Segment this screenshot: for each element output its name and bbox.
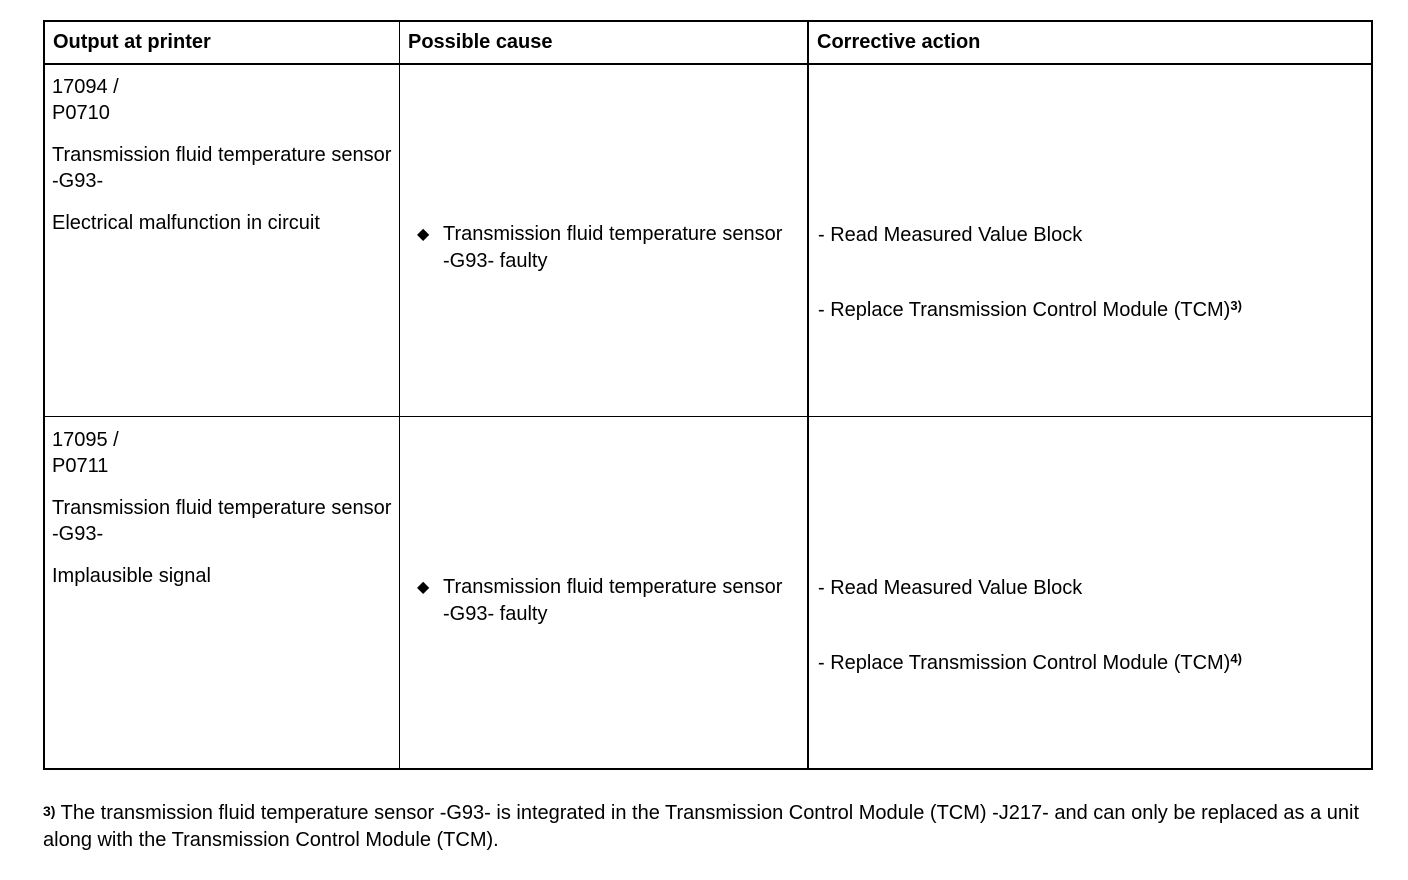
row-1-action-replace bbox=[818, 297, 1242, 323]
header-possible-cause: Possible cause bbox=[408, 31, 553, 53]
row-2-cause-text: Transmission fluid temperature sensor -G93- faulty bbox=[443, 576, 783, 625]
row-2-action-replace bbox=[818, 650, 1242, 676]
row-1-code-line1: 17094 / bbox=[52, 76, 119, 98]
row-2-footnote-ref: 4) bbox=[1230, 651, 1242, 666]
row-1-action-read: - Read Measured Value Block bbox=[818, 224, 1083, 246]
row-1-fault: Electrical malfunction in circuit bbox=[52, 212, 320, 234]
footnote bbox=[43, 800, 1363, 854]
row-2-output bbox=[52, 427, 392, 605]
column-divider-2 bbox=[807, 22, 809, 768]
row-1-action-replace-text: - Replace Transmission Control Module (TCM) bbox=[818, 299, 1231, 321]
row-1-cause-text: Transmission fluid temperature sensor -G93- faulty bbox=[443, 223, 783, 272]
row-1-footnote-ref: 3) bbox=[1230, 298, 1242, 313]
column-divider-1 bbox=[399, 22, 400, 768]
bullet-icon: ◆ bbox=[417, 579, 430, 596]
row-2-code-line2: P0711 bbox=[52, 455, 109, 477]
row-1-code-line2: P0710 bbox=[52, 102, 110, 124]
row-divider bbox=[45, 416, 1371, 417]
row-1-output bbox=[52, 74, 392, 252]
header-corrective-action: Corrective action bbox=[817, 31, 981, 53]
row-2-action-read: - Read Measured Value Block bbox=[818, 577, 1083, 599]
diagnostic-table bbox=[43, 20, 1373, 770]
footnote-text: The transmission fluid temperature sensor -G93- is integrated in the Transmission Control Module (TCM) -J217- and can only be replaced as a unit along with the Transmission Control Module (TCM). bbox=[43, 802, 1360, 851]
row-2-action-replace-text: - Replace Transmission Control Module (TCM) bbox=[818, 652, 1231, 674]
row-2-code-line1: 17095 / bbox=[52, 429, 119, 451]
header-divider bbox=[45, 63, 1371, 65]
footnote-marker: 3) bbox=[43, 803, 56, 819]
row-2-fault: Implausible signal bbox=[52, 565, 211, 587]
row-1-component: Transmission fluid temperature sensor -G93- bbox=[52, 144, 392, 192]
header-output-at-printer: Output at printer bbox=[53, 31, 211, 53]
row-2-component: Transmission fluid temperature sensor -G93- bbox=[52, 497, 392, 545]
bullet-icon: ◆ bbox=[417, 226, 430, 243]
